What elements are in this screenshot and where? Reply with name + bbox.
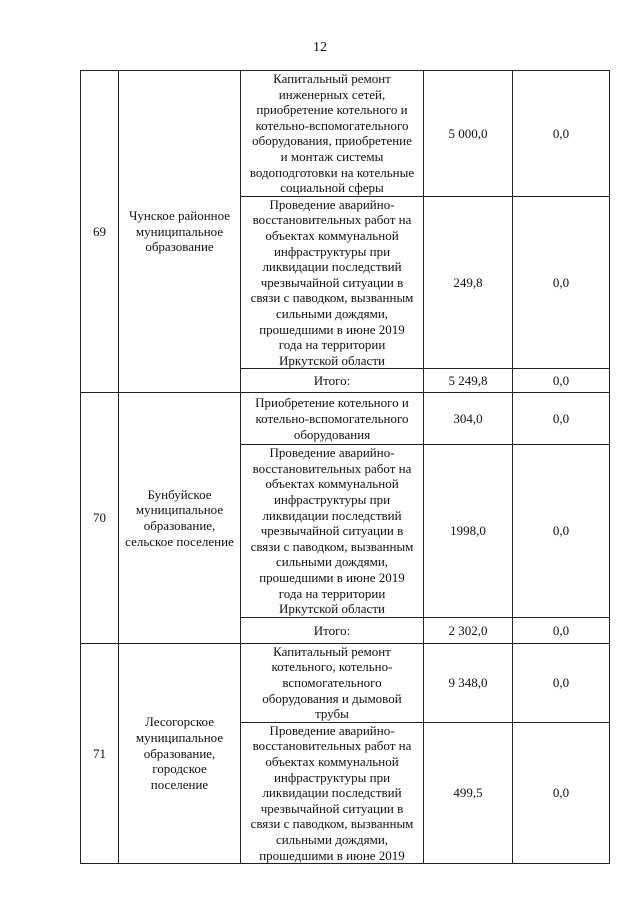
extra-amount-cell: 0,0 — [513, 393, 610, 445]
purpose-cell: Проведение аварийно- восстановительных работ на объектах коммунальной инфраструктуры при ликвидации последствий чрезвычайной ситуации в связи с паводком, вызванным сильными дождями, прошедшими в июне 2019 года на территории Иркутской области — [241, 445, 424, 618]
amount-cell: 249,8 — [424, 196, 513, 369]
row-number: 69 — [81, 71, 119, 393]
total-extra-amount: 0,0 — [513, 617, 610, 643]
table-row — [81, 71, 610, 197]
municipality-name: Лесогорское муниципальное образование, городское поселение — [119, 643, 241, 863]
amount-cell: 5 000,0 — [424, 71, 513, 197]
total-extra-amount: 0,0 — [513, 369, 610, 393]
total-amount: 2 302,0 — [424, 617, 513, 643]
amount-cell: 499,5 — [424, 722, 513, 863]
extra-amount-cell: 0,0 — [513, 196, 610, 369]
amount-cell: 1998,0 — [424, 445, 513, 618]
table-row — [81, 393, 610, 445]
purpose-cell: Капитальный ремонт котельного, котельно- вспомогательного оборудования и дымовой трубы — [241, 643, 424, 722]
total-label: Итого: — [241, 369, 424, 393]
allocation-table — [80, 70, 610, 864]
extra-amount-cell: 0,0 — [513, 643, 610, 722]
purpose-cell: Приобретение котельного и котельно-вспомогательного оборудования — [241, 393, 424, 445]
amount-cell: 9 348,0 — [424, 643, 513, 722]
row-number: 71 — [81, 643, 119, 863]
total-label: Итого: — [241, 617, 424, 643]
row-number: 70 — [81, 393, 119, 644]
page-number: 12 — [313, 40, 327, 55]
extra-amount-cell: 0,0 — [513, 722, 610, 863]
municipality-name: Бунбуйское муниципальное образование, сельское поселение — [119, 393, 241, 644]
amount-cell: 304,0 — [424, 393, 513, 445]
table-row — [81, 643, 610, 722]
purpose-cell: Проведение аварийно- восстановительных работ на объектах коммунальной инфраструктуры при ликвидации последствий чрезвычайной ситуации в связи с паводком, вызванным сильными дождями, прошедшими в июне 2019 года на территории Иркутской области — [241, 196, 424, 369]
purpose-cell: Капитальный ремонт инженерных сетей, приобретение котельного и котельно-вспомогательного оборудования, приобретение и монтаж системы водоподготовки на котельные социальной сферы — [241, 71, 424, 197]
municipality-name: Чунское районное муниципальное образование — [119, 71, 241, 393]
purpose-cell: Проведение аварийно- восстановительных работ на объектах коммунальной инфраструктуры при ликвидации последствий чрезвычайной ситуации в связи с паводком, вызванным сильными дождями, прошедшими в июне 2019 — [241, 722, 424, 863]
extra-amount-cell: 0,0 — [513, 445, 610, 618]
total-amount: 5 249,8 — [424, 369, 513, 393]
extra-amount-cell: 0,0 — [513, 71, 610, 197]
